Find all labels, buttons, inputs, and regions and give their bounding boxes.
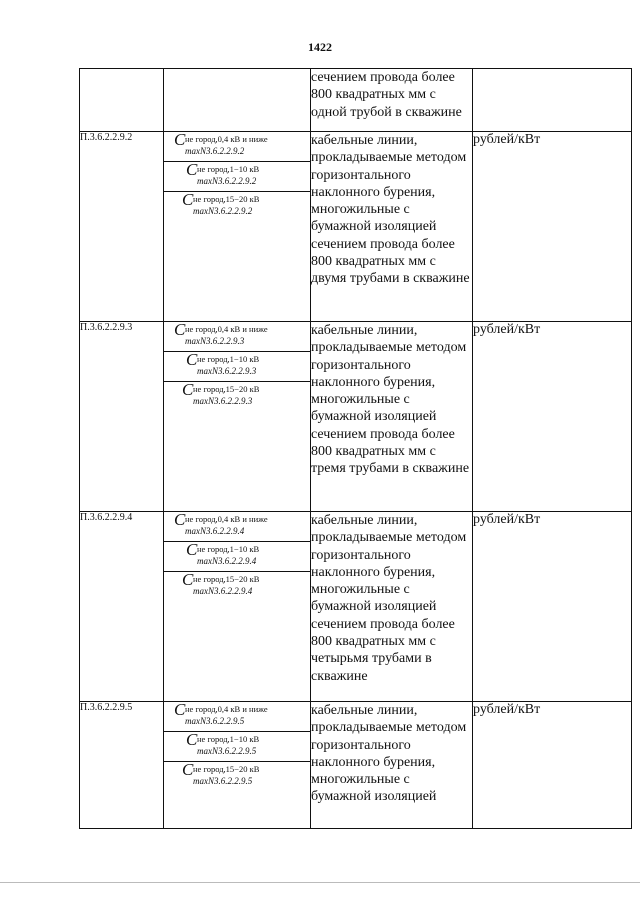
table-row <box>80 132 632 322</box>
unit-cell: рублей/кВт <box>473 702 632 829</box>
code-cell: П.3.6.2.2.9.2 <box>80 132 164 322</box>
formula-symbol: C не город,0,4 кВ и ниже maxN3.6.2.2.9.5 <box>174 700 268 726</box>
formula-symbol: C не город,15−20 кВ maxN3.6.2.2.9.3 <box>182 380 260 406</box>
unit-cell <box>473 69 632 132</box>
table-row <box>80 322 632 512</box>
formula-symbol: C не город,15−20 кВ maxN3.6.2.2.9.2 <box>182 190 260 216</box>
formula-symbol: C не город,0,4 кВ и ниже maxN3.6.2.2.9.4 <box>174 510 268 536</box>
symbol-line <box>164 192 310 221</box>
formula-symbol: C не город,1−10 кВ maxN3.6.2.2.9.3 <box>186 350 260 376</box>
symbol-line <box>164 352 310 382</box>
table-row <box>80 69 632 132</box>
symbol-line <box>164 132 310 162</box>
symbol-cell <box>164 69 311 132</box>
symbol-cell <box>164 512 311 702</box>
formula-symbol: C не город,0,4 кВ и ниже maxN3.6.2.2.9.2 <box>174 130 268 156</box>
code-cell <box>80 69 164 132</box>
formula-symbol: C не город,15−20 кВ maxN3.6.2.2.9.5 <box>182 760 260 786</box>
formula-symbol: C не город,1−10 кВ maxN3.6.2.2.9.5 <box>186 730 260 756</box>
symbol-line <box>164 382 310 411</box>
description-cell: кабельные линии, прокладываемые методом горизонтального наклонного бурения, многожильные с бумажной изоляцией сечением провода более 800 квадратных мм с двумя трубами в скважине <box>311 132 473 322</box>
table-row <box>80 512 632 702</box>
formula-symbol: C не город,0,4 кВ и ниже maxN3.6.2.2.9.3 <box>174 320 268 346</box>
description-cell: кабельные линии, прокладываемые методом горизонтального наклонного бурения, многожильные с бумажной изоляцией <box>311 702 473 829</box>
table-row <box>80 702 632 829</box>
formula-symbol: C не город,15−20 кВ maxN3.6.2.2.9.4 <box>182 570 260 596</box>
symbol-cell <box>164 132 311 322</box>
description-cell: сечением провода более 800 квадратных мм с одной трубой в скважине <box>311 69 473 132</box>
code-cell: П.3.6.2.2.9.5 <box>80 702 164 829</box>
symbol-line <box>164 762 310 791</box>
unit-cell: рублей/кВт <box>473 322 632 512</box>
formula-symbol: C не город,1−10 кВ maxN3.6.2.2.9.4 <box>186 540 260 566</box>
page-number: 1422 <box>308 40 332 54</box>
symbol-cell <box>164 702 311 829</box>
symbol-cell <box>164 322 311 512</box>
description-cell: кабельные линии, прокладываемые методом горизонтального наклонного бурения, многожильные с бумажной изоляцией сечением провода более 800 квадратных мм с четырьмя трубами в скважине <box>311 512 473 702</box>
tariff-table <box>79 68 632 829</box>
unit-cell: рублей/кВт <box>473 132 632 322</box>
symbol-line <box>164 512 310 542</box>
symbol-line <box>164 702 310 732</box>
symbol-line <box>164 162 310 192</box>
description-cell: кабельные линии, прокладываемые методом горизонтального наклонного бурения, многожильные с бумажной изоляцией сечением провода более 800 квадратных мм с тремя трубами в скважине <box>311 322 473 512</box>
code-cell: П.3.6.2.2.9.3 <box>80 322 164 512</box>
unit-cell: рублей/кВт <box>473 512 632 702</box>
symbol-line <box>164 542 310 572</box>
page-edge <box>0 882 640 883</box>
symbol-line <box>164 572 310 601</box>
formula-symbol: C не город,1−10 кВ maxN3.6.2.2.9.2 <box>186 160 260 186</box>
symbol-line <box>164 732 310 762</box>
code-cell: П.3.6.2.2.9.4 <box>80 512 164 702</box>
symbol-line <box>164 322 310 352</box>
